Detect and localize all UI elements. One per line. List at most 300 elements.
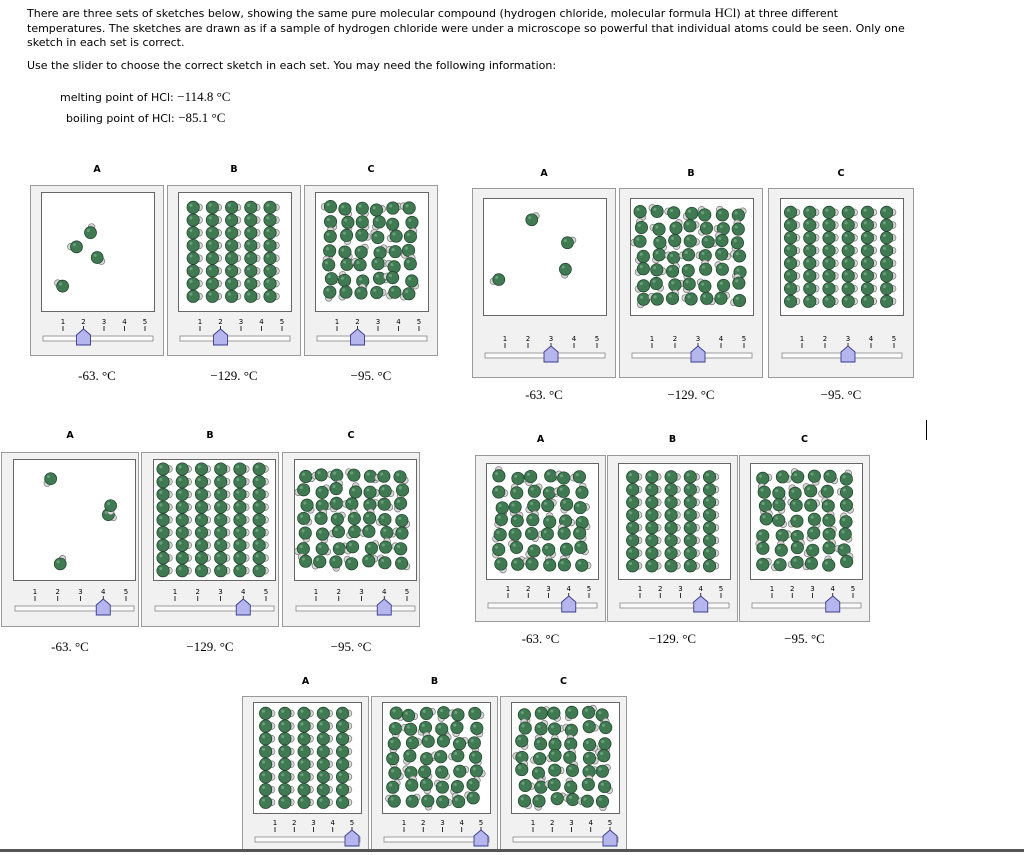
slider-tick-label: 1: [197, 318, 203, 326]
molecule-sketch: [781, 199, 903, 315]
hcl-molecule: [245, 290, 260, 302]
hcl-molecule: [206, 290, 222, 302]
pentagon-slider-thumb-icon[interactable]: [214, 329, 228, 345]
hcl-molecule: [823, 270, 839, 282]
hcl-molecule: [861, 295, 877, 307]
hcl-molecule: [387, 286, 401, 299]
hcl-molecule: [650, 223, 665, 235]
hcl-molecule: [298, 512, 312, 525]
hcl-molecule: [665, 483, 681, 495]
hcl-molecule: [187, 227, 203, 239]
sketch-panel-c: [739, 434, 870, 646]
hcl-molecule: [338, 271, 350, 286]
pentagon-slider-thumb-icon[interactable]: [603, 830, 617, 846]
hcl-molecule: [525, 527, 538, 541]
hcl-molecule: [317, 707, 333, 719]
hcl-molecule: [757, 558, 772, 570]
slider-tick-label: 1: [32, 588, 38, 596]
hcl-molecule: [451, 721, 463, 736]
hcl-molecule: [803, 557, 818, 570]
hcl-molecule: [582, 705, 596, 718]
hcl-molecule: [731, 237, 743, 252]
hcl-molecule: [279, 745, 294, 757]
hcl-molecule: [776, 529, 791, 541]
hcl-molecule: [406, 737, 421, 749]
hcl-molecule: [317, 758, 333, 770]
pentagon-slider-thumb-icon[interactable]: [351, 329, 365, 345]
temperature-slider[interactable]: [486, 583, 599, 617]
hcl-molecule: [578, 795, 594, 807]
hcl-molecule: [788, 515, 803, 527]
slider-track[interactable]: [41, 316, 155, 350]
hcl-molecule: [396, 484, 408, 499]
sketch-panel-a: [472, 168, 616, 408]
hcl-molecule: [732, 220, 744, 235]
instruction-text: Use the slider to choose the correct sketch in each set. You may need the following information:: [27, 58, 557, 72]
hcl-molecule: [259, 733, 275, 745]
slider-tick-label: 4: [259, 318, 264, 326]
hcl-molecule: [684, 220, 699, 232]
slider-track[interactable]: [294, 586, 417, 620]
slider-tick-label: 5: [850, 585, 856, 593]
hcl-molecule: [549, 764, 564, 776]
slider-tick-label: 4: [459, 819, 464, 827]
slider-tick-label: 2: [292, 819, 297, 827]
slider-tick-label: 1: [313, 588, 319, 596]
hcl-molecule: [279, 733, 294, 745]
hcl-molecule: [388, 738, 400, 753]
hcl-molecule: [842, 206, 858, 218]
hcl-molecule: [526, 499, 540, 512]
hcl-molecule: [392, 543, 407, 555]
hcl-molecule: [548, 707, 561, 721]
sketch-frame: [475, 455, 606, 622]
hcl-molecule: [541, 499, 556, 511]
hcl-molecule: [259, 707, 275, 719]
hcl-molecule: [824, 470, 838, 484]
slider-track[interactable]: [178, 316, 292, 350]
slider-tick-label: 1: [60, 318, 66, 326]
panel-label: B: [687, 168, 695, 179]
hcl-molecule: [508, 540, 522, 553]
hcl-molecule: [842, 219, 858, 231]
temperature-slider[interactable]: [153, 586, 276, 620]
boiling-point-label: boiling point of HCl:: [66, 112, 175, 125]
slider-tick-label: 3: [218, 588, 223, 596]
pentagon-slider-thumb-icon[interactable]: [474, 830, 488, 846]
pentagon-slider-thumb-icon[interactable]: [691, 346, 705, 362]
sketch-frame: [472, 188, 616, 378]
hcl-molecule: [665, 547, 681, 559]
slider-tick-label: 4: [241, 588, 246, 596]
hcl-molecule: [808, 513, 820, 528]
hcl-molecule: [861, 270, 877, 282]
hcl-molecule: [773, 514, 787, 528]
hcl-molecule: [583, 720, 598, 732]
hcl-molecule: [206, 265, 222, 277]
slider-tick-label: 3: [695, 335, 701, 343]
panel-label: C: [801, 434, 808, 445]
hcl-molecule: [234, 501, 250, 513]
hcl-molecule: [349, 483, 361, 498]
hcl-molecule: [701, 292, 716, 305]
sketch-frame: [282, 452, 420, 627]
hcl-molecule: [345, 469, 360, 482]
hcl-molecule: [635, 219, 647, 234]
hcl-molecule: [365, 541, 379, 555]
slider-track[interactable]: [486, 583, 599, 617]
slider-track[interactable]: [511, 817, 620, 851]
hcl-molecule: [679, 249, 694, 261]
sketch-frame: [739, 455, 870, 622]
sketch-panel-b: [167, 164, 301, 389]
molecule-sketch: [154, 460, 275, 580]
hcl-molecule: [596, 795, 608, 810]
hcl-molecule: [840, 513, 852, 528]
hcl-molecule: [573, 527, 586, 542]
panel-label: A: [536, 434, 545, 445]
slider-track[interactable]: [483, 333, 607, 367]
hcl-molecule: [422, 732, 434, 747]
temperature-label: −95. °C: [330, 639, 372, 654]
slider-tick-label: 4: [718, 335, 724, 343]
hcl-molecule: [596, 764, 610, 777]
hcl-molecule: [187, 214, 203, 226]
slider-tick-label: 3: [78, 588, 83, 596]
hcl-molecule: [549, 735, 561, 750]
temperature-label: -63. °C: [521, 631, 560, 646]
hcl-molecule: [386, 795, 401, 807]
hcl-molecule: [336, 758, 351, 770]
hcl-molecule: [225, 252, 241, 264]
text-cursor: [926, 420, 927, 440]
slider-tick-label: 4: [566, 585, 571, 593]
molecule-sketch: [383, 703, 490, 813]
hcl-molecule: [646, 547, 662, 559]
slider-track[interactable]: [253, 817, 362, 851]
hcl-molecule: [245, 239, 260, 251]
temperature-slider[interactable]: [750, 583, 863, 617]
sketch-frame: [141, 452, 279, 627]
hcl-molecule: [880, 270, 896, 282]
hcl-molecule: [598, 780, 612, 793]
temperature-slider[interactable]: [780, 333, 904, 367]
hcl-molecule: [665, 496, 681, 508]
molecule-view: [253, 702, 362, 814]
hcl-molecule: [206, 214, 222, 226]
hcl-molecule: [389, 722, 401, 737]
hcl-molecule: [279, 783, 294, 795]
hcl-molecule: [245, 214, 260, 226]
hcl-molecule: [394, 471, 408, 484]
hcl-molecule: [345, 541, 359, 554]
hcl-molecule: [356, 216, 369, 230]
hcl-molecule: [805, 499, 820, 511]
pentagon-slider-thumb-icon[interactable]: [377, 599, 391, 615]
hcl-molecule: [699, 260, 711, 275]
hcl-molecule: [880, 282, 896, 294]
hcl-molecule: [187, 239, 203, 251]
hcl-molecule: [234, 514, 250, 526]
hcl-molecule: [703, 471, 719, 483]
hcl-molecule: [340, 229, 352, 244]
pentagon-slider-thumb-icon[interactable]: [236, 599, 250, 615]
temperature-slider[interactable]: [178, 316, 292, 350]
pentagon-slider-thumb-icon[interactable]: [694, 596, 708, 612]
hcl-molecule: [784, 232, 800, 244]
sketch-panel-a: [242, 676, 369, 852]
hcl-molecule: [823, 295, 839, 307]
hcl-molecule: [301, 499, 314, 513]
hcl-molecule: [387, 202, 402, 214]
hcl-molecule: [565, 778, 577, 793]
hcl-molecule: [822, 556, 834, 571]
hcl-molecule: [370, 204, 385, 216]
hcl-molecule: [206, 201, 222, 213]
slider-track[interactable]: [780, 333, 904, 367]
hcl-molecule: [822, 498, 835, 513]
hcl-molecule: [317, 720, 333, 732]
hcl-molecule: [315, 510, 327, 525]
hcl-molecule: [791, 540, 804, 554]
hcl-molecule: [157, 564, 173, 576]
slider-tick-label: 3: [101, 318, 107, 326]
hcl-molecule: [264, 277, 279, 289]
hcl-molecule: [390, 707, 404, 721]
hcl-molecule: [807, 527, 820, 542]
slider-track[interactable]: [13, 586, 136, 620]
hcl-molecule: [684, 560, 700, 572]
hcl-molecule: [538, 528, 553, 540]
hcl-molecule: [298, 771, 314, 783]
hcl-molecule: [669, 279, 684, 291]
slider-tick-label: 2: [195, 588, 200, 596]
hcl-molecule: [861, 282, 877, 294]
hcl-molecule: [544, 513, 556, 528]
hcl-molecule: [157, 488, 173, 500]
hcl-molecule: [295, 484, 310, 496]
hcl-molecule: [364, 486, 379, 498]
hcl-molecule: [437, 796, 452, 808]
hcl-molecule: [703, 509, 719, 521]
hcl-molecule: [493, 486, 508, 498]
slider-track[interactable]: [630, 333, 754, 367]
sketch-panel-a: [475, 434, 606, 646]
hcl-molecule: [840, 470, 852, 485]
hcl-molecule: [437, 734, 451, 748]
hcl-molecule: [665, 534, 681, 546]
hcl-molecule: [259, 758, 275, 770]
hcl-molecule: [575, 541, 589, 555]
hcl-molecule: [683, 278, 695, 293]
hcl-molecule: [626, 522, 642, 534]
pentagon-slider-thumb-icon[interactable]: [562, 596, 576, 612]
hcl-molecule: [465, 792, 480, 804]
slider-rail: [180, 336, 290, 341]
hcl-molecule: [422, 795, 434, 810]
hcl-molecule: [804, 257, 820, 269]
hcl-molecule: [336, 720, 351, 732]
hcl-molecule: [784, 219, 800, 231]
hcl-molecule: [264, 214, 279, 226]
hcl-molecule: [298, 796, 314, 808]
sketch-frame: [30, 185, 164, 356]
hcl-molecule: [347, 525, 361, 538]
hcl-molecule: [684, 522, 700, 534]
slider-track[interactable]: [750, 583, 863, 617]
hcl-molecule: [548, 723, 563, 735]
slider-rail: [752, 603, 861, 608]
hcl-molecule: [404, 228, 417, 243]
hcl-molecule: [54, 280, 68, 292]
temperature-slider[interactable]: [13, 586, 136, 620]
hcl-molecule: [533, 795, 545, 810]
hcl-molecule: [279, 720, 294, 732]
hcl-molecule: [279, 707, 294, 719]
temperature-slider[interactable]: [294, 586, 417, 620]
slider-tick-label: 2: [658, 585, 663, 593]
hcl-molecule: [387, 230, 402, 242]
hcl-molecule: [771, 558, 786, 570]
temperature-slider[interactable]: [382, 817, 491, 851]
hcl-molecule: [665, 509, 681, 521]
temperature-slider[interactable]: [315, 316, 429, 350]
hcl-molecule: [215, 552, 231, 564]
hcl-molecule: [317, 771, 333, 783]
hcl-molecule: [788, 556, 803, 568]
hcl-molecule: [355, 284, 367, 299]
hcl-molecule: [837, 486, 852, 498]
slider-tick-label: 4: [868, 335, 874, 343]
temperature-slider[interactable]: [630, 333, 754, 367]
hcl-molecule: [176, 476, 192, 488]
hcl-molecule: [561, 237, 575, 249]
hcl-molecule: [842, 244, 858, 256]
panel-label: C: [367, 164, 375, 175]
hcl-molecule: [295, 543, 310, 555]
temperature-label: −95. °C: [350, 368, 392, 383]
hcl-molecule: [372, 216, 385, 230]
hcl-molecule: [245, 277, 260, 289]
hcl-molecule: [470, 765, 485, 777]
hcl-molecule: [264, 290, 279, 302]
hcl-molecule: [546, 749, 561, 762]
hcl-molecule: [804, 244, 820, 256]
hcl-molecule: [454, 765, 469, 777]
hcl-molecule: [225, 239, 241, 251]
hcl-molecule: [396, 514, 410, 527]
hcl-molecule: [215, 488, 231, 500]
slider-tick-label: 5: [349, 819, 355, 827]
temperature-slider[interactable]: [511, 817, 620, 851]
hcl-molecule: [648, 293, 663, 305]
slider-track[interactable]: [618, 583, 731, 617]
hcl-molecule: [195, 501, 211, 513]
hcl-molecule: [626, 471, 642, 483]
molecule-sketch: [254, 703, 361, 813]
hcl-molecule: [215, 526, 231, 538]
hcl-molecule: [784, 257, 800, 269]
hcl-molecule: [819, 485, 834, 497]
hcl-molecule: [646, 471, 662, 483]
hcl-molecule: [582, 775, 594, 790]
hcl-molecule: [880, 295, 896, 307]
molecule-sketch: [14, 460, 135, 580]
hcl-molecule: [406, 776, 418, 791]
hcl-molecule: [253, 552, 269, 564]
hcl-molecule: [355, 244, 368, 258]
hcl-molecule: [703, 522, 719, 534]
hcl-molecule: [842, 270, 858, 282]
temperature-slider[interactable]: [41, 316, 155, 350]
hcl-molecule: [438, 706, 450, 721]
pentagon-slider-thumb-icon[interactable]: [544, 346, 558, 362]
hcl-molecule: [352, 258, 367, 271]
panel-label: B: [668, 434, 677, 445]
pentagon-slider-thumb-icon[interactable]: [96, 599, 110, 615]
panel-label: B: [430, 676, 439, 687]
slider-rail: [384, 837, 489, 842]
temperature-label: −129. °C: [210, 368, 258, 383]
temperature-slider[interactable]: [483, 333, 607, 367]
molecule-sketch: [751, 464, 862, 579]
slider-tick-label: 1: [334, 318, 340, 326]
hcl-molecule: [298, 758, 314, 770]
hcl-molecule: [650, 277, 664, 291]
temperature-slider[interactable]: [618, 583, 731, 617]
slider-tick-label: 1: [172, 588, 178, 596]
pentagon-slider-thumb-icon[interactable]: [826, 596, 840, 612]
hcl-molecule: [666, 263, 679, 277]
hcl-molecule: [823, 206, 839, 218]
pentagon-slider-thumb-icon[interactable]: [77, 329, 91, 345]
hcl-molecule: [245, 252, 260, 264]
slider-track[interactable]: [315, 316, 429, 350]
hcl-molecule: [157, 476, 173, 488]
hcl-molecule: [225, 277, 241, 289]
hcl-molecule: [176, 463, 192, 475]
hcl-molecule: [556, 471, 570, 484]
hcl-molecule: [406, 794, 420, 807]
hcl-molecule: [635, 250, 649, 263]
slider-tick-label: 2: [336, 588, 341, 596]
hcl-molecule: [225, 290, 241, 302]
hcl-molecule: [631, 235, 646, 247]
pentagon-slider-thumb-icon[interactable]: [345, 830, 359, 846]
slider-tick-label: 1: [272, 819, 278, 827]
pentagon-slider-thumb-icon[interactable]: [841, 346, 855, 362]
hcl-molecule: [646, 522, 662, 534]
hcl-molecule: [323, 256, 335, 271]
sketch-frame: [607, 455, 738, 622]
slider-track[interactable]: [153, 586, 276, 620]
hcl-molecule: [387, 752, 399, 767]
hcl-molecule: [372, 257, 387, 269]
hcl-molecule: [245, 227, 260, 239]
hcl-molecule: [225, 227, 241, 239]
hcl-molecule: [495, 513, 508, 527]
hcl-molecule: [253, 526, 269, 538]
hcl-molecule: [234, 539, 250, 551]
hcl-molecule: [253, 463, 269, 475]
slider-track[interactable]: [382, 817, 491, 851]
hcl-molecule: [386, 260, 401, 273]
hcl-molecule: [234, 463, 250, 475]
hcl-molecule: [703, 534, 719, 546]
hcl-molecule: [702, 236, 717, 248]
temperature-slider[interactable]: [253, 817, 362, 851]
hcl-molecule: [653, 249, 666, 264]
